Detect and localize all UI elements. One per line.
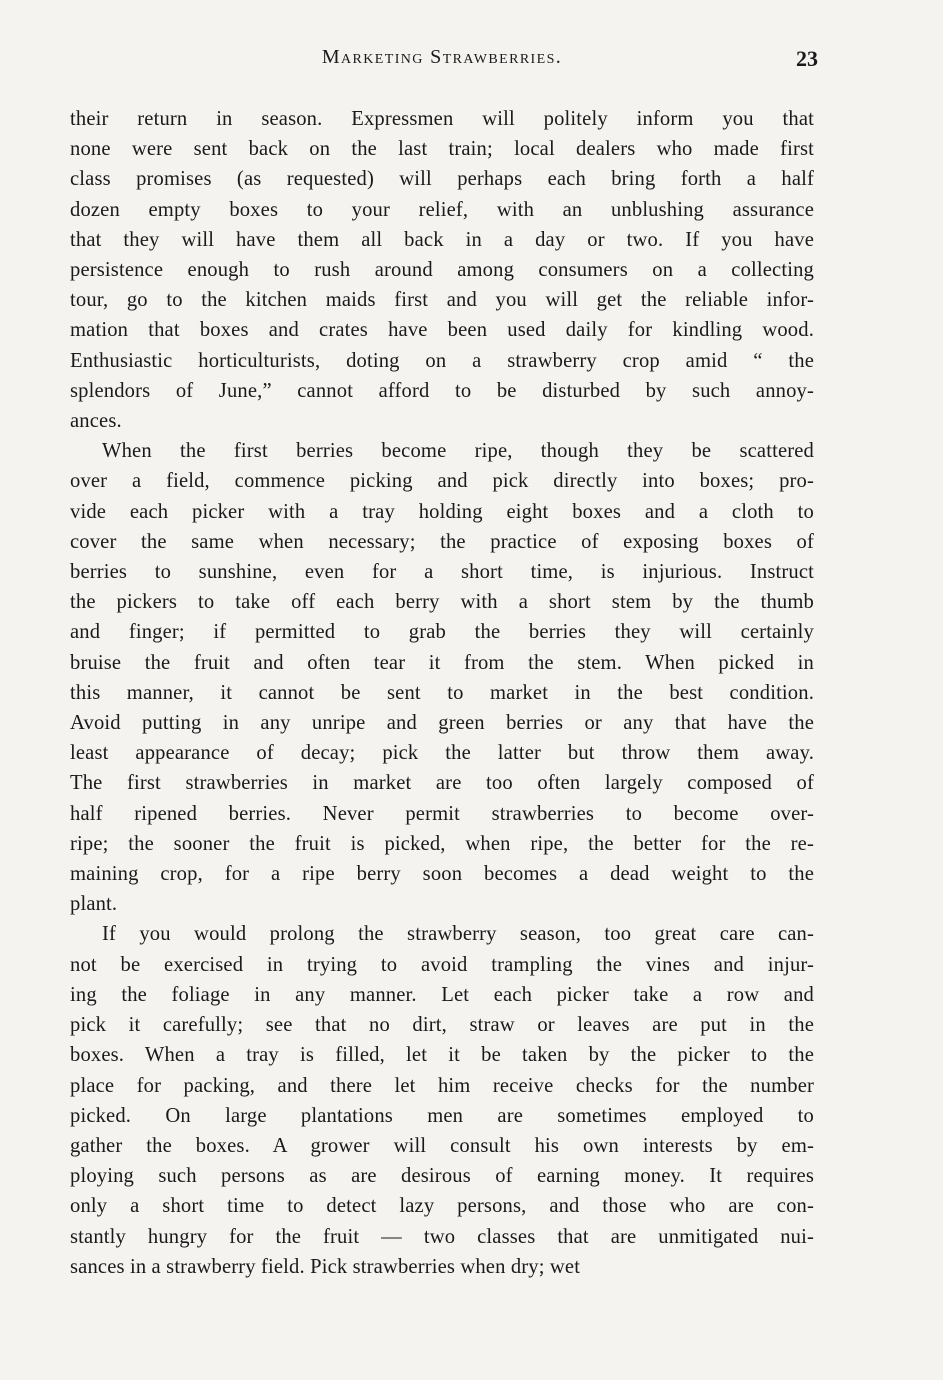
text-line: When the first berries become ripe, though they be scattered — [102, 440, 814, 463]
text-line: none were sent back on the last train; local dealers who made first — [70, 138, 814, 161]
text-line: maining crop, for a ripe berry soon becomes a dead weight to the — [70, 863, 814, 886]
text-line: place for packing, and there let him receive checks for the number — [70, 1074, 814, 1097]
body-text — [70, 104, 814, 1282]
text-line: bruise the fruit and often tear it from the stem. When picked in — [70, 651, 814, 674]
text-line: pick it carefully; see that no dirt, straw or leaves are put in the — [70, 1014, 814, 1037]
text-line: berries to sunshine, even for a short time, is injurious. Instruct — [70, 561, 814, 584]
text-line: gather the boxes. A grower will consult his own interests by em- — [70, 1134, 814, 1157]
paragraph — [70, 436, 814, 919]
text-line: ripe; the sooner the fruit is picked, when ripe, the better for the re- — [70, 832, 814, 855]
text-line: splendors of June,” cannot afford to be disturbed by such annoy- — [70, 379, 814, 402]
text-line: mation that boxes and crates have been used daily for kindling wood. — [70, 319, 814, 342]
text-line: Avoid putting in any unripe and green berries or any that have the — [70, 712, 814, 735]
text-line: and finger; if permitted to grab the berries they will certainly — [70, 621, 814, 644]
text-line: tour, go to the kitchen maids first and you will get the reliable infor- — [70, 289, 814, 312]
text-line: ing the foliage in any manner. Let each picker take a row and — [70, 983, 814, 1006]
text-line: least appearance of decay; pick the latter but throw them away. — [70, 742, 814, 765]
text-line: dozen empty boxes to your relief, with an unblushing assurance — [70, 198, 814, 221]
text-line: that they will have them all back in a day or two. If you have — [70, 228, 814, 251]
text-line: If you would prolong the strawberry season, too great care can- — [102, 923, 814, 946]
text-line: persistence enough to rush around among consumers on a collecting — [70, 259, 814, 282]
text-line: picked. On large plantations men are sometimes employed to — [70, 1104, 814, 1127]
text-line: class promises (as requested) will perhaps each bring forth a half — [70, 168, 814, 191]
text-line: plant. — [70, 893, 118, 916]
text-line: this manner, it cannot be sent to market in the best condition. — [70, 681, 814, 704]
text-line: ances. — [70, 410, 122, 433]
text-line: not be exercised in trying to avoid trampling the vines and injur- — [70, 953, 814, 976]
running-title: Marketing Strawberries. — [321, 46, 563, 68]
paragraph — [70, 919, 814, 1281]
text-line: cover the same when necessary; the practice of exposing boxes of — [70, 530, 814, 553]
paragraph — [70, 104, 814, 436]
text-line: their return in season. Expressmen will politely inform you that — [70, 108, 814, 130]
text-line: ploying such persons as are desirous of earning money. It requires — [70, 1165, 814, 1188]
text-line: boxes. When a tray is filled, let it be taken by the picker to the — [70, 1044, 814, 1067]
text-line: Enthusiastic horticulturists, doting on a strawberry crop amid “ the — [70, 349, 814, 372]
text-line: half ripened berries. Never permit strawberries to become over- — [70, 802, 814, 825]
text-line: the pickers to take off each berry with a short stem by the thumb — [70, 591, 814, 614]
text-line: sances in a strawberry field. Pick strawberries when dry; wet — [70, 1255, 581, 1278]
running-head — [66, 46, 818, 76]
page-number: 23 — [796, 46, 818, 71]
text-line: only a short time to detect lazy persons, and those who are con- — [70, 1195, 814, 1218]
text-line: vide each picker with a tray holding eight boxes and a cloth to — [70, 500, 814, 523]
text-line: The first strawberries in market are too often largely composed of — [70, 772, 814, 795]
text-line: stantly hungry for the fruit — two classes that are unmitigated nui- — [70, 1225, 814, 1248]
text-line: over a field, commence picking and pick directly into boxes; pro- — [70, 470, 814, 493]
